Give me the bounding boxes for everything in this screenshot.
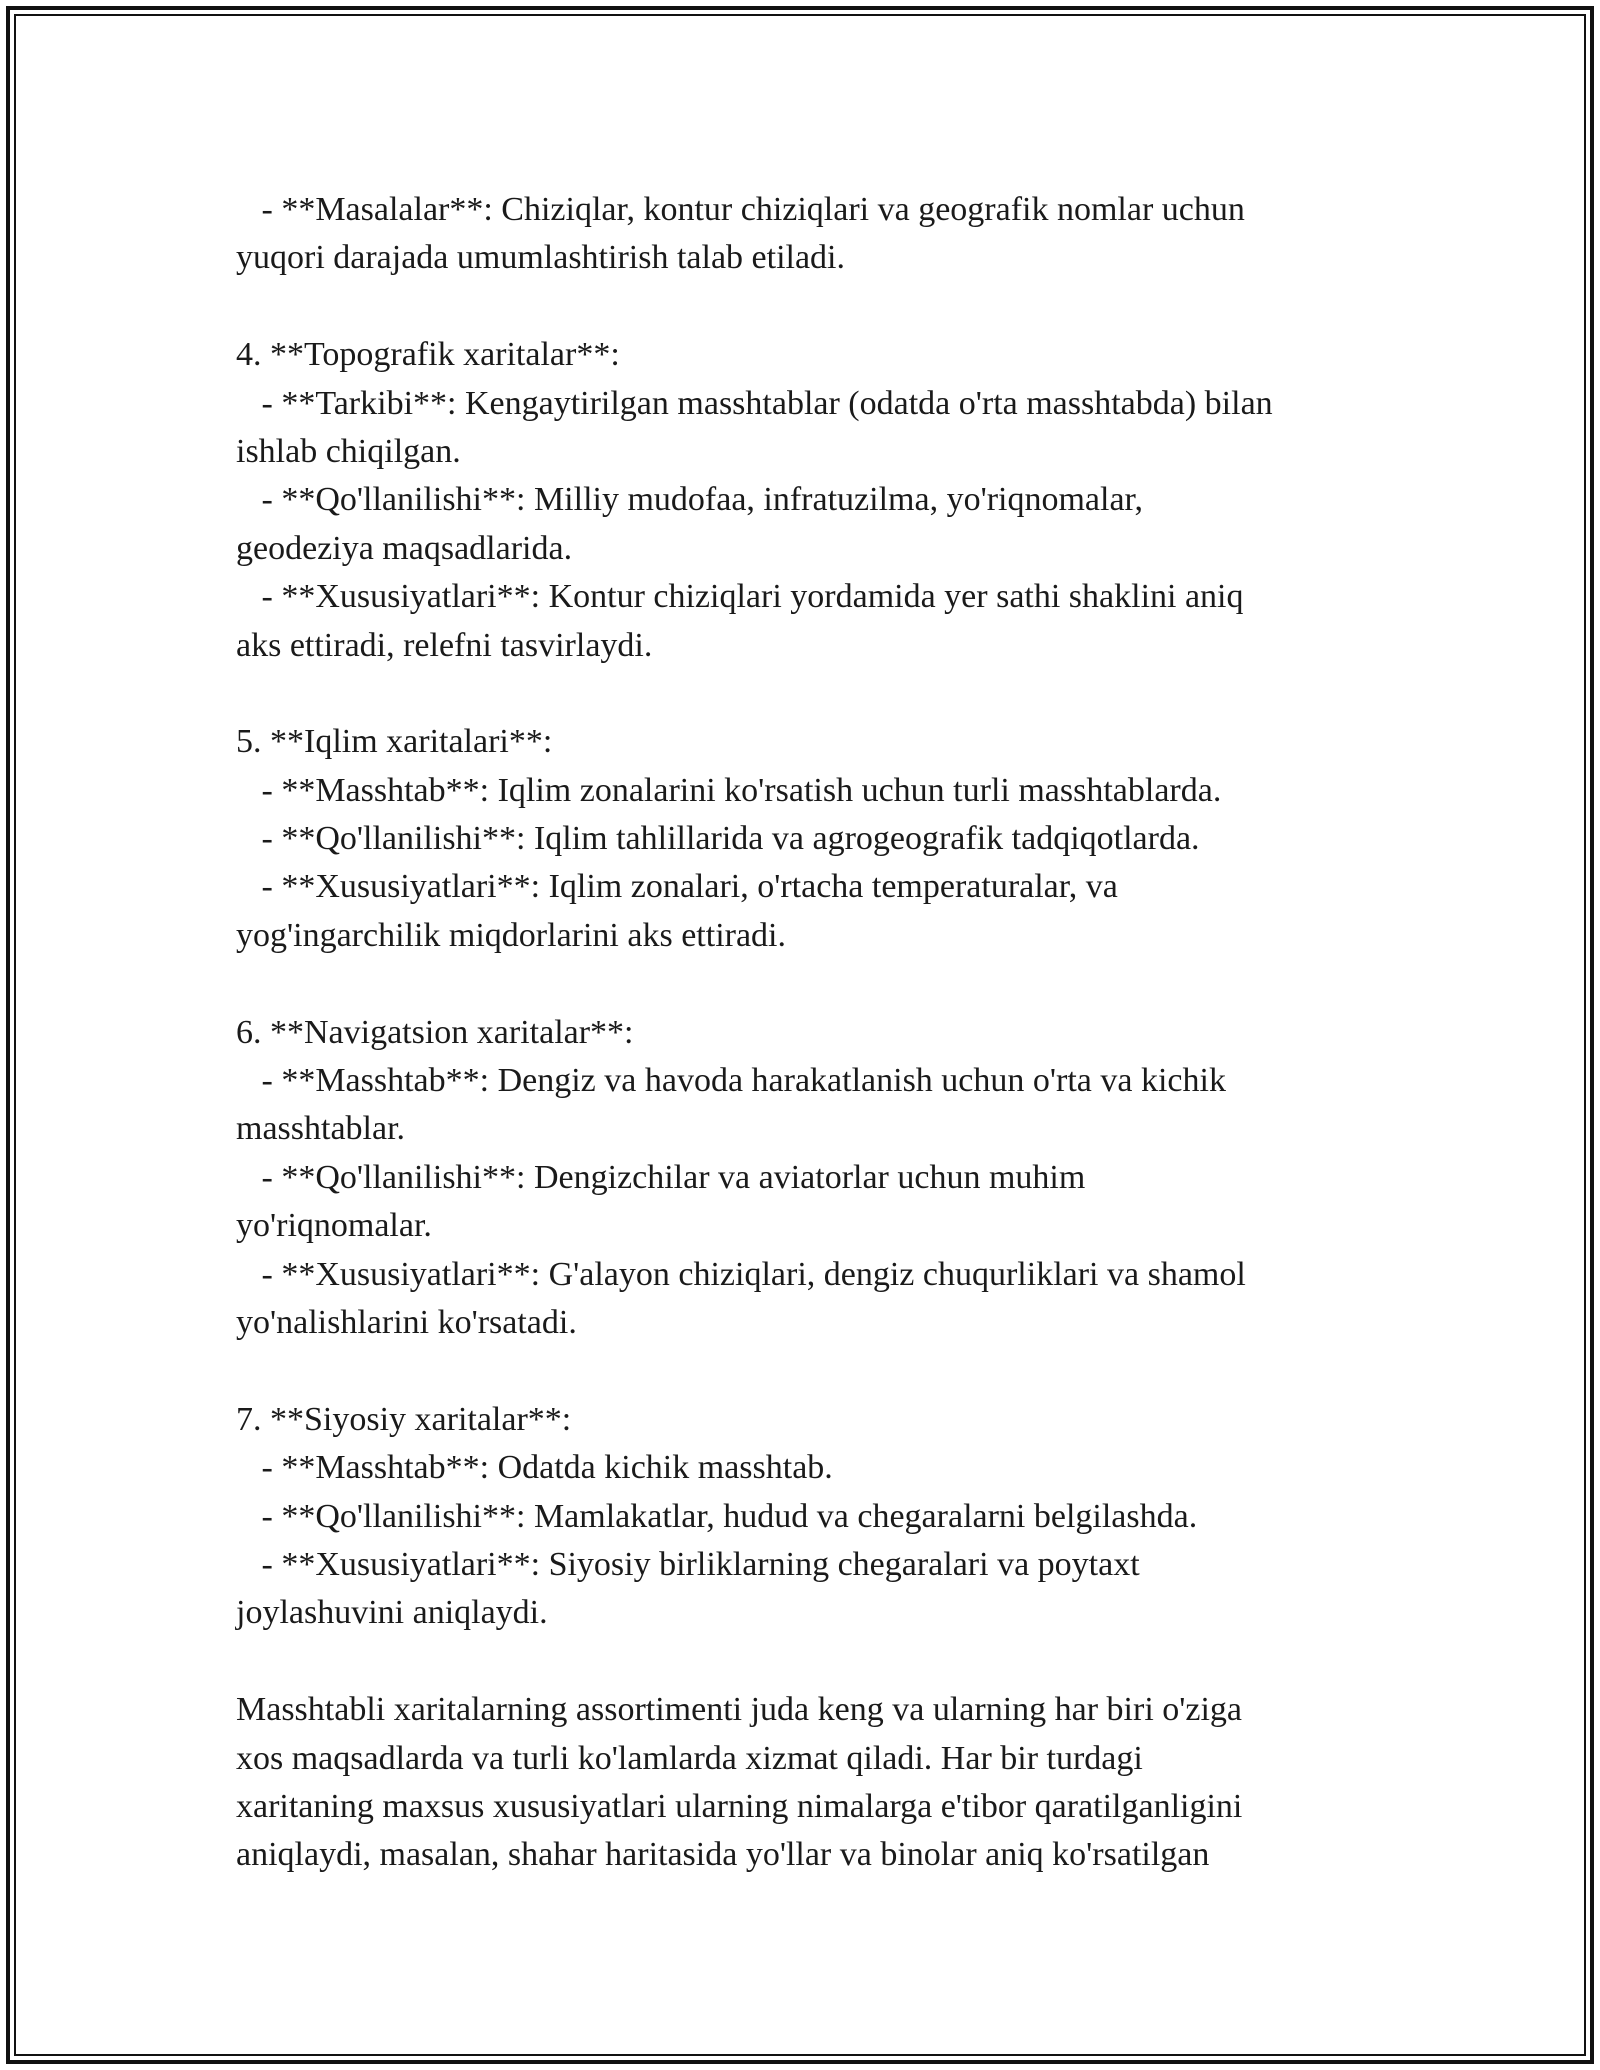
text-line: - **Masalalar**: Chiziqlar, kontur chiziqlari va geografik nomlar uchun: [236, 191, 1245, 228]
text-line: - **Xususiyatlari**: Iqlim zonalari, o'rtacha temperaturalar, va: [236, 868, 1118, 906]
text-line: - **Masshtab**: Iqlim zonalarini ko'rsatish uchun turli masshtablarda.: [236, 771, 1222, 809]
document-body: [236, 186, 1386, 1880]
text-line: - **Qo'llanilishi**: Dengizchilar va aviatorlar uchun muhim: [236, 1158, 1086, 1196]
text-line: yog'ingarchilik miqdorlarini aks ettiradi.: [236, 916, 786, 954]
paragraph-line: xaritaning maxsus xususiyatlari ularning nimalarga e'tibor qaratilganligini: [236, 1787, 1243, 1825]
text-line: masshtablar.: [236, 1110, 406, 1148]
section-heading: 4. **Topografik xaritalar**:: [236, 336, 620, 374]
section-heading: 5. **Iqlim xaritalari**:: [236, 723, 553, 761]
section-heading: 6. **Navigatsion xaritalar**:: [236, 1013, 634, 1051]
blank-line: [236, 670, 1386, 718]
blank-line: [236, 960, 1386, 1008]
text-line: joylashuvini aniqlaydi.: [236, 1594, 548, 1632]
text-line: - **Qo'llanilishi**: Iqlim tahlillarida va agrogeografik tadqiqotlarda.: [236, 820, 1200, 858]
text-line: - **Qo'llanilishi**: Milliy mudofaa, infratuzilma, yo'riqnomalar,: [236, 481, 1143, 519]
text-line: yo'nalishlarini ko'rsatadi.: [236, 1303, 577, 1341]
text-line: - **Xususiyatlari**: Siyosiy birliklarning chegaralari va poytaxt: [236, 1545, 1140, 1583]
text-line: - **Xususiyatlari**: Kontur chiziqlari yordamida yer sathi shaklini aniq: [236, 578, 1244, 616]
text-line: - **Masshtab**: Dengiz va havoda harakatlanish uchun o'rta va kichik: [236, 1062, 1226, 1100]
blank-line: [236, 1638, 1386, 1686]
paragraph-line: aniqlaydi, masalan, shahar haritasida yo'llar va binolar aniq ko'rsatilgan: [236, 1836, 1210, 1874]
text-line: - **Tarkibi**: Kengaytirilgan masshtablar (odatda o'rta masshtabda) bilan: [236, 384, 1273, 422]
section-heading: 7. **Siyosiy xaritalar**:: [236, 1400, 572, 1438]
paragraph-line: Masshtabli xaritalarning assortimenti juda keng va ularning har biri o'ziga: [236, 1691, 1243, 1729]
text-line: - **Xususiyatlari**: G'alayon chiziqlari, dengiz chuqurliklari va shamol: [236, 1255, 1246, 1293]
text-line: - **Masshtab**: Odatda kichik masshtab.: [236, 1449, 833, 1487]
text-line: aks ettiradi, relefni tasvirlaydi.: [236, 626, 653, 664]
text-line: yo'riqnomalar.: [236, 1207, 432, 1245]
blank-line: [236, 1347, 1386, 1395]
text-line: ishlab chiqilgan.: [236, 432, 461, 470]
text-line: geodeziya maqsadlarida.: [236, 529, 573, 567]
text-line: - **Qo'llanilishi**: Mamlakatlar, hudud va chegaralarni belgilashda.: [236, 1497, 1198, 1535]
paragraph-line: xos maqsadlarda va turli ko'lamlarda xizmat qiladi. Har bir turdagi: [236, 1739, 1143, 1777]
text-line: yuqori darajada umumlashtirish talab etiladi.: [236, 239, 845, 277]
blank-line: [236, 283, 1386, 331]
